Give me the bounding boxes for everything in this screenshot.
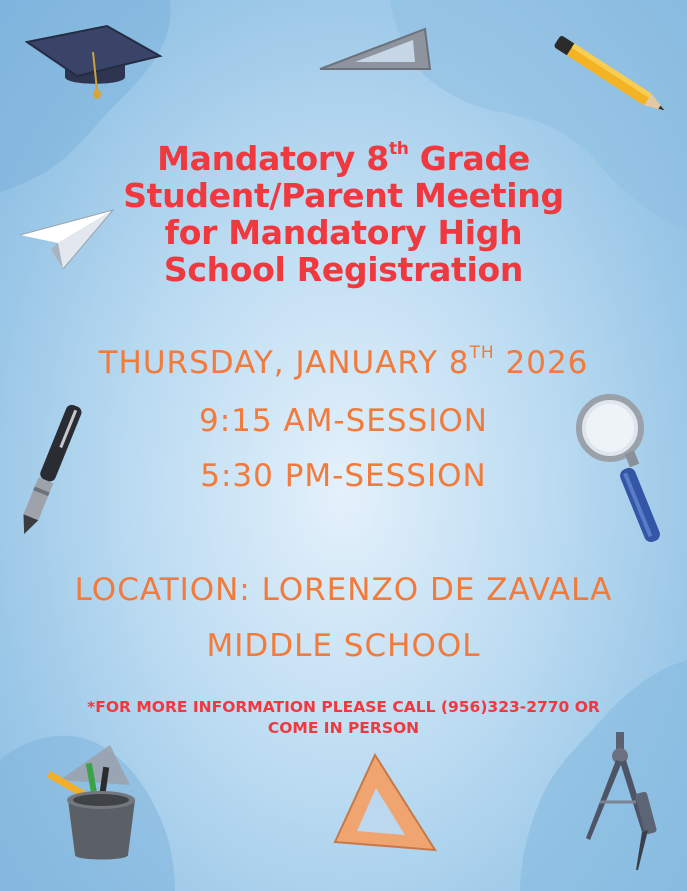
location-line-2: MIDDLE SCHOOL <box>206 628 481 664</box>
ruler-triangle-icon <box>315 25 435 75</box>
contact-note-line-2: COME IN PERSON <box>267 719 420 737</box>
title-line-1: Mandatory 8th Grade <box>157 139 530 178</box>
graduation-cap-icon <box>25 22 165 102</box>
title-line-2: Student/Parent Meeting <box>123 176 564 215</box>
pencil-icon <box>535 30 685 120</box>
contact-note <box>0 697 687 739</box>
am-session: 9:15 AM-SESSION <box>199 403 488 439</box>
meeting-date: THURSDAY, JANUARY 8TH 2026 <box>98 343 589 381</box>
date-ordinal: TH <box>469 343 495 363</box>
title-ordinal: th <box>388 139 409 159</box>
title-line-3: for Mandatory High <box>164 213 523 252</box>
meeting-title <box>0 140 687 288</box>
location-line-1: LOCATION: LORENZO DE ZAVALA <box>74 572 613 608</box>
orange-triangle-ruler-icon <box>330 750 440 860</box>
compass-icon <box>580 730 670 880</box>
contact-note-line-1: *FOR MORE INFORMATION PLEASE CALL (956)323-2770 OR <box>87 698 600 716</box>
pencil-cup-icon <box>40 745 160 865</box>
title-line-4: School Registration <box>163 250 524 289</box>
pm-session: 5:30 PM-SESSION <box>200 458 487 494</box>
